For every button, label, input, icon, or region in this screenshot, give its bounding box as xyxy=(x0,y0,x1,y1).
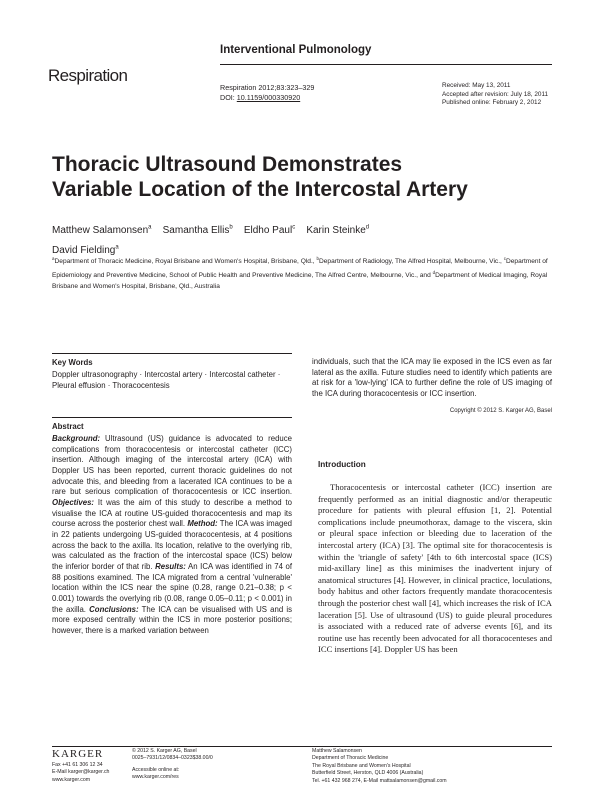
copyright-notice: Copyright © 2012 S. Karger AG, Basel xyxy=(449,408,552,414)
keywords-heading: Key Words xyxy=(52,358,93,367)
footer-rule xyxy=(52,746,552,747)
author-list xyxy=(52,220,552,259)
introduction-body: Thoracocentesis or intercostal catheter (ICC) insertion are frequently performed as an initial diagnostic and/or therapeutic procedure for patients with pleural effusion [1, 2]. Potential complications include pneumothorax, damage to the viscera, skin or pleural space infection or bleeding due to laceration of the intercostal artery (ICA) [3]. The optimal site for thoracocentesis is within the 'triangle of safety' [4th to 6th intercostal space (ICS) mid-axillary line] as this minimises the inadvertent injury of anatomical structures [4]. However, in clinical practice, loculations, body habitus and other factors frequently mandate thoracocentesis through the posterior chest wall [4], which increases the risk of ICA laceration [5]. Use of ultrasound (US) to guide pleural procedures is associated with a reduced rate of adverse events [6], and its routine use has recently been advocated for all thoracocenteses and ICC insertions [4]. Doppler US has been xyxy=(318,482,552,655)
section-label: Interventional Pulmonology xyxy=(220,44,372,56)
received-date: Received: May 13, 2011 xyxy=(442,82,511,89)
header-rule xyxy=(220,64,552,65)
author: Samantha Ellis$^b$ xyxy=(162,225,233,237)
copyright-footer: © 2012 S. Karger AG, Basel 0025–7931/12/0834–0323$38.00/0 Accessible online at: www.karger.com/res xyxy=(132,748,213,781)
abstract-rule xyxy=(52,417,292,418)
introduction-heading: Introduction xyxy=(318,460,366,469)
abstract-heading: Abstract xyxy=(52,422,84,431)
keywords-rule xyxy=(52,353,292,354)
publisher-contact: Fax +41 61 306 12 34 E-Mail karger@karger.ch www.karger.com xyxy=(52,762,110,783)
publisher-web-link[interactable]: www.karger.com xyxy=(52,776,91,783)
affiliations: $^a$Department of Thoracic Medicine, Royal Brisbane and Women's Hospital, Brisbane, Qld., $^b$Department of Radiology, The Alfred Hospital, Melbourne, Vic., $^c$Department of Epidemiology and Preventive Medicine, School of Public Health and Preventive Medicine, The Alfred Centre, Melbourne, Vic., and $^d$Department of Medical Imaging, Royal Brisbane and Women's Hospital, Brisbane, Qld., Australia xyxy=(52,256,548,290)
citation-block xyxy=(220,83,314,103)
doi-line: DOI: 10.1159/000330920 xyxy=(220,93,301,102)
journal-logo: Respiration xyxy=(48,66,128,85)
author: Eldho Paul$^c$ xyxy=(243,225,296,237)
published-date: Published online: February 2, 2012 xyxy=(442,99,542,107)
dates-block xyxy=(442,82,548,108)
abstract-continuation: individuals, such that the ICA may lie exposed in the ICS even as far lateral as the axilla. Future studies need to identify which patients are at risk for a 'low-lying' ICA to further define the role of US imaging of the ICA during thoracocentesis or ICC insertion. xyxy=(312,357,552,398)
doi-link[interactable]: 10.1159/000330920 xyxy=(236,93,301,102)
article-title: Thoracic Ultrasound Demonstrates Variable Location of the Intercostal Artery xyxy=(52,153,468,201)
citation: Respiration 2012;83:323–329 xyxy=(220,83,315,92)
correspondence: Matthew Salamonsen Department of Thoracic Medicine The Royal Brisbane and Women's Hospital Butterfield Street, Herston, QLD 4006 (Australia) Tel. +61 432 968 274, E-Mail mattsalamonsen@gmail.com xyxy=(312,748,447,784)
keywords-text: Doppler ultrasonography · Intercostal artery · Intercostal catheter · Pleural effusion · Thoracocentesis xyxy=(52,370,281,390)
accepted-date: Accepted after revision: July 18, 2011 xyxy=(442,90,549,98)
author: Karin Steinke$^d$ xyxy=(306,225,370,237)
author: Matthew Salamonsen$^a$ xyxy=(52,225,152,237)
abstract-body: Background: Ultrasound (US) guidance is advocated to reduce complications from thoracocentesis or intercostal catheter (ICC) insertion. Although imaging of the intercostal artery (ICA) with Doppler US has been reported, current thoracic guidelines do not advocate this, and bleeding from a lacerated ICA continues to be a rare but serious complication of thoracocentesis or ICC insertion. Objectives: It was the aim of this study to describe a method to visualise the ICA at routine US-guided thoracocentesis and map its course across the posterior chest wall. Method: The ICA was imaged in 22 patients undergoing US-guided thoracocentesis, at 4 positions across the back to the axilla. Its location, relative to the overlying rib, was calculated as the fraction of the intercostal space (ICS) below the inferior border of that rib. Results: An ICA was identified in 74 of 88 positions examined. The ICA migrated from a central 'vulnerable' location within the ICS near the spine (0.28, range 0.21–0.38; p < 0.001) towards the overlying rib (0.08, range 0.05–0.11; p < 0.001) in the axilla. Conclusions: The ICA can be visualised with US and is more exposed centrally within the ICS in more posterior positions; however, there is a marked variation between xyxy=(52,434,293,635)
journal-web-link[interactable]: www.karger.com/res xyxy=(132,774,179,781)
author: David Fielding$^a$ xyxy=(52,244,119,256)
publisher-logo: KARGER xyxy=(52,748,104,760)
